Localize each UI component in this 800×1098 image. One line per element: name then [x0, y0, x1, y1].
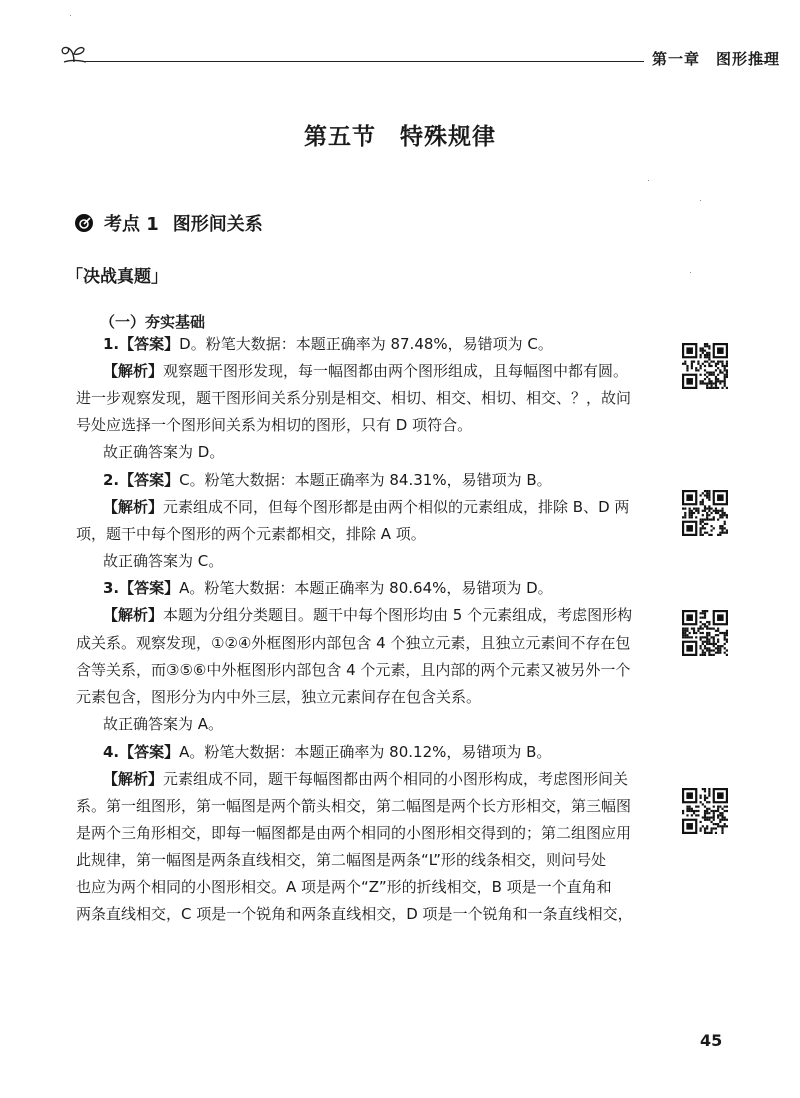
text-line	[103, 742, 551, 762]
text-line	[103, 470, 552, 490]
text-line	[103, 497, 629, 517]
header-rule	[84, 61, 644, 62]
text-line	[76, 687, 481, 707]
text-line	[103, 334, 553, 354]
text-line	[76, 850, 606, 870]
line-text: 元素组成不同，但每个图形都是由两个相似的元素组成，排除 B、D 两	[163, 498, 630, 516]
section-name: 特殊规律	[400, 124, 496, 150]
kaodian-title: 图形间关系	[172, 214, 263, 235]
text-line	[76, 796, 631, 816]
chapter-label: 第一章 图形推理	[652, 50, 781, 68]
line-text: 是两个三角形相交，即每一幅图都是由两个相同的小图形相交得到的；第二组图应用	[76, 824, 632, 842]
text-line	[76, 415, 472, 435]
line-text: 此规律，第一幅图是两条直线相交，第二幅图是两条“L”形的线条相交，则问号处	[76, 851, 606, 869]
line-text: 系。第一组图形，第一幅图是两个箭头相交，第二幅图是两个长方形相交，第三幅图	[76, 797, 632, 815]
label-bold: 1.【答案】	[103, 335, 180, 353]
label-bold: 【解析】	[103, 606, 164, 624]
line-text: 本题为分组分类题目。题干中每个图形均由 5 个元素组成，考虑图形构	[163, 606, 633, 624]
label-bold: 【解析】	[103, 498, 164, 516]
line-text: 元素包含，图形分为内中外三层，独立元素间存在包含关系。	[76, 688, 482, 706]
header-rule-end	[755, 61, 775, 62]
label-bold: 【解析】	[103, 362, 164, 380]
line-text: 成关系。观察发现，①②④外框图形内部包含 4 个独立元素，且独立元素间不存在包	[76, 634, 631, 652]
kaodian-heading	[74, 210, 263, 236]
qr-code-icon[interactable]	[682, 343, 728, 389]
kaodian-label: 考点 1	[104, 214, 159, 235]
line-text: 故正确答案为 D。	[103, 443, 225, 461]
page-number: 45	[700, 1031, 723, 1050]
line-text: 进一步观察发现，题干图形间关系分别是相交、相切、相交、相切、相交、？，故问	[76, 389, 632, 407]
line-text: 也应为两个相同的小图形相交。A 项是两个“Z”形的折线相交，B 项是一个直角和	[76, 878, 612, 896]
section-number: 第五节	[304, 124, 376, 150]
text-line	[76, 877, 612, 897]
text-line	[76, 904, 633, 924]
text-line	[103, 605, 632, 625]
line-text: 观察题干图形发现，每一幅图都由两个图形组成，且每幅图中都有圆。	[163, 362, 629, 380]
line-text: C。粉笔大数据：本题正确率为 84.31%，易错项为 B。	[179, 471, 552, 489]
text-line	[76, 823, 631, 843]
qr-code-icon[interactable]	[682, 490, 728, 536]
subsection-heading: （一）夯实基础	[100, 313, 206, 331]
text-line	[76, 524, 426, 544]
juezhan-heading: 「决战真题」	[66, 267, 168, 287]
target-bullet-icon	[74, 213, 94, 233]
line-text: 项，题干中每个图形的两个元素都相交，排除 A 项。	[76, 525, 426, 543]
label-bold: 3.【答案】	[103, 579, 180, 597]
line-text: 两条直线相交，C 项是一个锐角和两条直线相交，D 项是一个锐角和一条直线相交，	[76, 905, 633, 923]
line-text: 元素组成不同，题干每幅图都由两个相同的小图形构成，考虑图形间关	[163, 770, 629, 788]
line-text: A。粉笔大数据：本题正确率为 80.12%，易错项为 B。	[179, 743, 552, 761]
line-text: A。粉笔大数据：本题正确率为 80.64%，易错项为 D。	[179, 579, 553, 597]
text-line	[103, 361, 628, 381]
line-text: 故正确答案为 A。	[103, 715, 224, 733]
text-line	[103, 714, 223, 734]
text-line	[103, 551, 223, 571]
text-line	[103, 769, 628, 789]
qr-code-icon[interactable]	[682, 788, 728, 834]
line-text: 号处应选择一个图形间关系为相切的图形，只有 D 项符合。	[76, 416, 473, 434]
text-line	[76, 633, 630, 653]
running-header	[60, 40, 781, 70]
line-text: 含等关系，而③⑤⑥中外框图形内部包含 4 个元素，且内部的两个元素又被另外一个	[76, 661, 631, 679]
label-bold: 【解析】	[103, 770, 164, 788]
text-line	[76, 388, 631, 408]
label-bold: 2.【答案】	[103, 471, 180, 489]
text-line	[76, 660, 630, 680]
section-title	[0, 118, 800, 151]
qr-code-icon[interactable]	[682, 610, 728, 656]
text-line	[103, 578, 553, 598]
line-text: 故正确答案为 C。	[103, 552, 224, 570]
sprout-icon	[60, 40, 94, 68]
label-bold: 4.【答案】	[103, 743, 180, 761]
text-line	[103, 442, 224, 462]
line-text: D。粉笔大数据：本题正确率为 87.48%，易错项为 C。	[179, 335, 553, 353]
